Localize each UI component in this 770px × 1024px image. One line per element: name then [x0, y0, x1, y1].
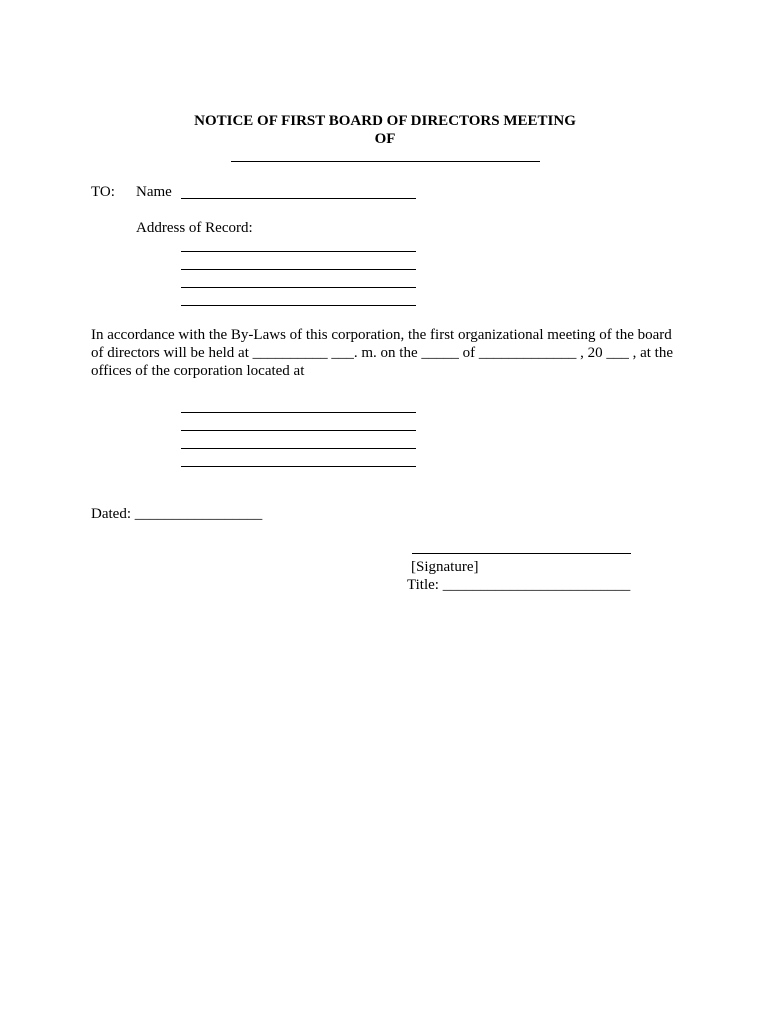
title-field[interactable]: Title: _________________________	[407, 577, 631, 593]
dated-field[interactable]: Dated: _________________	[91, 506, 263, 522]
name-label: Name	[136, 184, 172, 200]
location-blank-line[interactable]	[181, 430, 416, 431]
signature-label: [Signature]	[411, 559, 479, 575]
address-blank-line[interactable]	[181, 269, 416, 270]
address-label: Address of Record:	[136, 220, 253, 236]
address-blank-line[interactable]	[181, 287, 416, 288]
company-name-blank[interactable]	[231, 161, 540, 162]
location-blank-line[interactable]	[181, 466, 416, 467]
location-blank-line[interactable]	[181, 448, 416, 449]
address-blank-line[interactable]	[181, 305, 416, 306]
location-blank-line[interactable]	[181, 412, 416, 413]
body-paragraph-line: In accordance with the By-Laws of this corporation, the first organizational meeting of the board	[91, 327, 672, 343]
name-blank[interactable]	[181, 198, 416, 199]
address-blank-line[interactable]	[181, 251, 416, 252]
to-label: TO:	[91, 184, 115, 200]
signature-blank[interactable]	[412, 553, 631, 554]
body-paragraph-line: offices of the corporation located at	[91, 363, 305, 379]
document-title-of: OF	[374, 131, 396, 147]
document-title: NOTICE OF FIRST BOARD OF DIRECTORS MEETING	[194, 113, 576, 129]
body-paragraph-line: of directors will be held at __________ ___. m. on the _____ of _____________ , 20 ___ , at the	[91, 345, 674, 361]
